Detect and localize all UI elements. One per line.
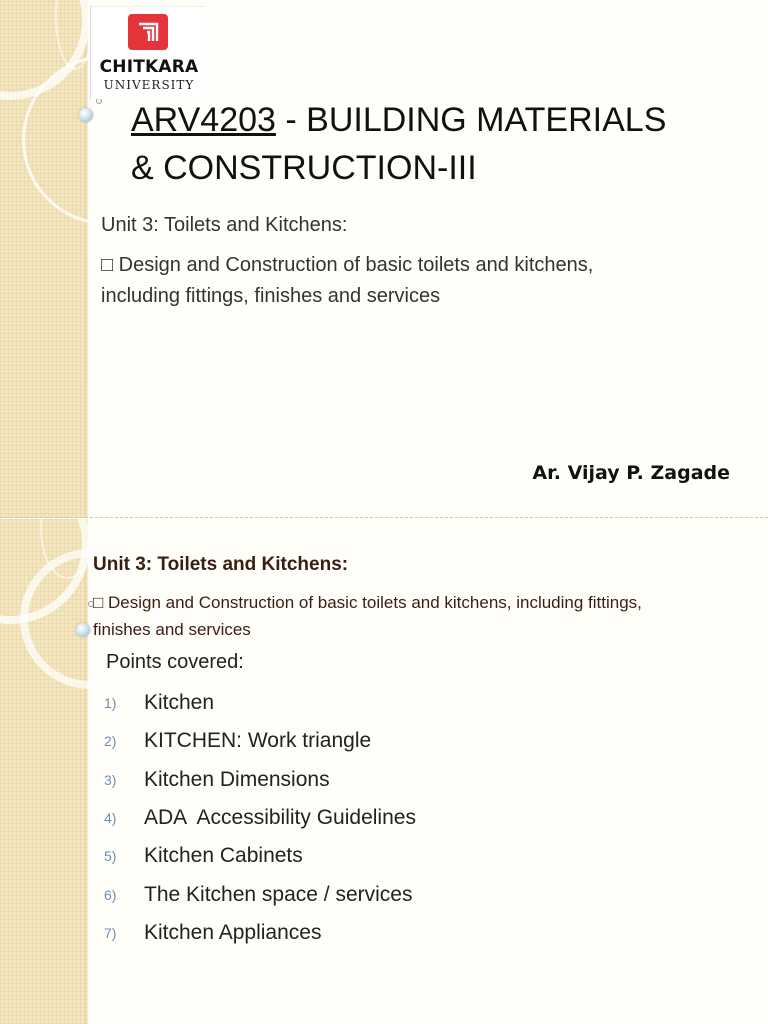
item-number: 5) [104, 848, 117, 865]
list-item [104, 914, 416, 952]
item-number: 3) [104, 771, 117, 788]
course-code: ARV4203 [131, 101, 276, 139]
item-number: 2) [104, 733, 117, 750]
logo-subtitle: UNIVERSITY [103, 78, 195, 92]
item-text: ADA Accessibility Guidelines [144, 806, 416, 830]
item-text: Kitchen Dimensions [144, 767, 330, 791]
logo-mark-icon [128, 14, 168, 50]
item-text: Kitchen Cabinets [144, 844, 303, 868]
item-text: Kitchen Appliances [144, 920, 322, 944]
title-rest: - BUILDING MATERIALS [275, 101, 667, 139]
title-line-2: & CONSTRUCTION-III [131, 149, 477, 187]
points-list [104, 684, 416, 952]
description-line-2: including fittings, finishes and services [101, 285, 441, 307]
slide-divider [0, 517, 768, 518]
bead-icon [79, 108, 93, 122]
description-line-1: □ Design and Construction of basic toilets and kitchens, including fittings, [93, 593, 642, 612]
slide-description [93, 589, 753, 643]
item-text: The Kitchen space / services [144, 882, 413, 906]
list-item [104, 684, 416, 722]
points-title: Points covered: [106, 651, 244, 673]
item-text: Kitchen [144, 691, 215, 715]
item-number: 1) [104, 695, 117, 712]
unit-line: Unit 3: Toilets and Kitchens: [101, 214, 348, 236]
list-item [104, 799, 416, 837]
author-name: Ar. Vijay P. Zagade [532, 462, 730, 484]
university-logo [90, 6, 205, 99]
bead-icon [76, 623, 90, 637]
slide-title [131, 96, 761, 192]
item-number: 7) [104, 924, 117, 941]
description-line-1: □ Design and Construction of basic toilets and kitchens, [101, 254, 594, 276]
item-number: 6) [104, 886, 117, 903]
item-number: 4) [104, 810, 117, 827]
content-slide [0, 519, 768, 1024]
list-item [104, 837, 416, 875]
list-item [104, 875, 416, 913]
list-item [104, 722, 416, 760]
logo-name: CHITKARA [99, 57, 199, 77]
list-item [104, 761, 416, 799]
item-text: KITCHEN: Work triangle [144, 729, 372, 753]
slide-heading: Unit 3: Toilets and Kitchens: [93, 554, 349, 575]
description-line-2: finishes and services [93, 620, 251, 639]
